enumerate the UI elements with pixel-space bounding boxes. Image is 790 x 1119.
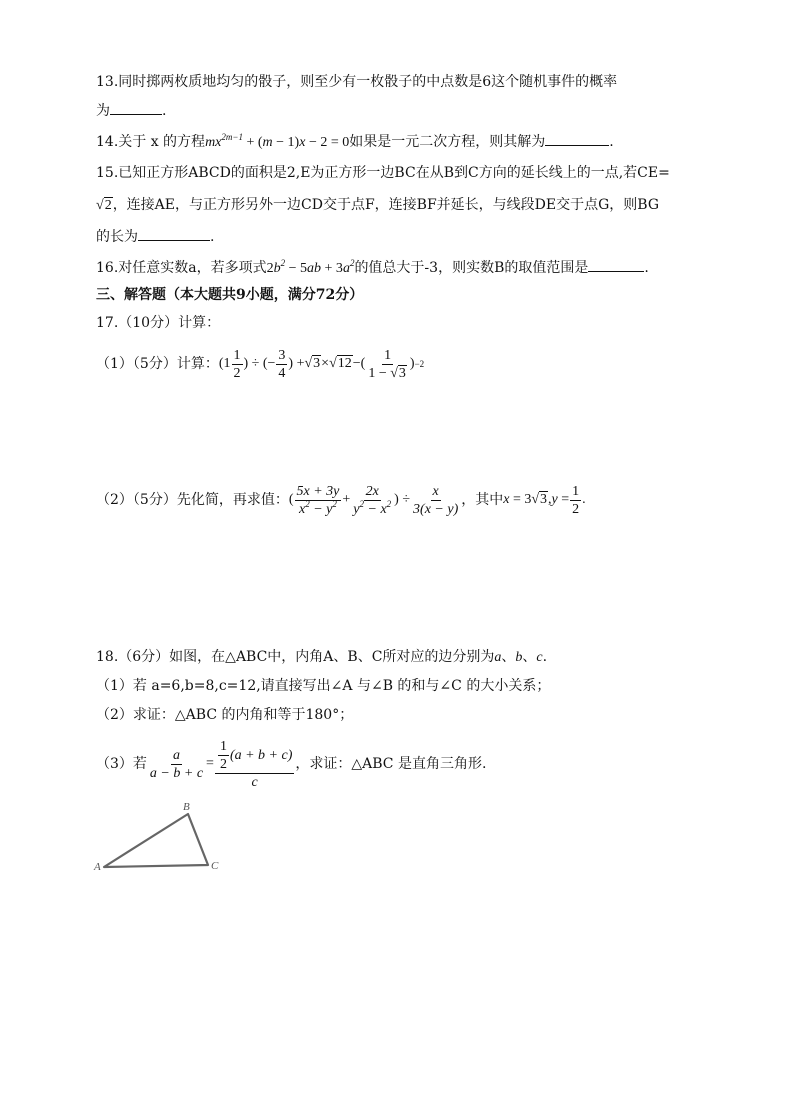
vertex-label-b: B — [183, 801, 190, 813]
q16-line — [96, 257, 649, 279]
q14-end: . — [609, 134, 614, 150]
q15-line1 — [96, 163, 670, 183]
q17-p1-expression: (1 $\frac{1}{2}$ ) ÷ (− $\frac{3}{4}$ ) + √3 × √12 −( $\frac{1}{1 - √3}$ ) −2 — [218, 347, 425, 381]
q15-answer-blank[interactable] — [138, 226, 210, 241]
q15-line3-prefix: 的长为 — [96, 229, 138, 245]
q18-title-line — [96, 647, 547, 668]
q18-p3-label: （3）若 — [96, 756, 147, 772]
q13-cont-prefix: 为 — [96, 103, 110, 119]
q15-line3 — [96, 226, 214, 247]
q17-p2-values: x = 3 √3 , y = $\frac{1}{2}$ . — [503, 483, 586, 517]
q16-prefix: 16.对任意实数a，若多项式 — [96, 260, 267, 276]
q17-p2-expression: ( $\frac{5x + 3y}{x^2 - y^2}$ + $\frac{2x}{y^2 - x^2}$ ) ÷ $\frac{x}{3(x - y)}$ — [288, 483, 459, 517]
q13-line1 — [96, 72, 617, 92]
q14-prefix: 14.关于 x 的方程 — [96, 134, 206, 150]
q13-text: 13.同时掷两枚质地均匀的骰子，则至少有一枚骰子的中点数是6这个随机事件的概率 — [96, 74, 618, 90]
q13-cont-suffix: . — [162, 103, 167, 119]
q18-sides: a、b、c — [494, 650, 543, 665]
q18-p3-equation: $\frac{a}{a - b + c}$ = $\frac{1}{2}$ (a + b + c) c — [149, 738, 293, 790]
q14-answer-blank[interactable] — [545, 131, 609, 146]
q15-line3-suffix: . — [210, 229, 215, 245]
q16-answer-blank[interactable] — [588, 257, 644, 272]
q17-p2-label: （2）（5分）先化简，再求值： — [96, 492, 289, 508]
q14-equation: $mx^{2m-1} + (m - 1)x - 2 = 0$ — [205, 132, 350, 150]
q15-sqrt2: √2 — [96, 198, 112, 213]
q15-line2 — [96, 195, 659, 216]
q17-part1 — [96, 343, 424, 385]
vertex-label-c: C — [211, 860, 219, 872]
q17-part2 — [96, 478, 586, 522]
vertex-label-a: A — [94, 861, 101, 873]
q14-line — [96, 131, 614, 153]
q18-title-end: . — [542, 649, 548, 665]
q18-part2: （2）求证：△ABC 的内角和等于180°； — [96, 707, 354, 723]
q13-answer-blank[interactable] — [110, 100, 162, 115]
q15-line2-text: ，连接AE，与正方形另外一边CD交于点F，连接BF并延长，与线段DE交于点G，则BG — [112, 197, 660, 213]
q18-part3 — [96, 738, 486, 790]
section3-title: 三、解答题（本大题共9小题，满分72分） — [96, 287, 364, 303]
q17-title: 17.（10分）计算： — [96, 315, 221, 331]
q18-p3-end: ，求证：△ABC 是直角三角形. — [295, 756, 487, 772]
q17-p2-where: ，其中 — [461, 492, 504, 508]
q16-polynomial: $2b^2 - 5ab + 3a^2$ — [266, 258, 355, 276]
triangle-abc-figure — [92, 800, 232, 876]
q18-part1: （1）若 a=6,b=8,c=12,请直接写出∠A 与∠B 的和与∠C 的大小关系； — [96, 678, 551, 694]
q14-suffix: 如果是一元二次方程，则其解为 — [349, 134, 546, 150]
q17-p1-label: （1）（5分）计算： — [96, 356, 219, 372]
q16-middle: 的值总大于-3，则实数B的取值范围是 — [354, 260, 589, 276]
q18-title: 18.（6分）如图，在△ABC中，内角A、B、C所对应的边分别为 — [96, 649, 495, 665]
q16-end: . — [644, 260, 649, 276]
q13-line2 — [96, 100, 166, 121]
q15-line1-text: 15.已知正方形ABCD的面积是2,E为正方形一边BC在从B到C方向的延长线上的一点,若CE= — [96, 165, 670, 181]
triangle-abc — [104, 814, 208, 867]
